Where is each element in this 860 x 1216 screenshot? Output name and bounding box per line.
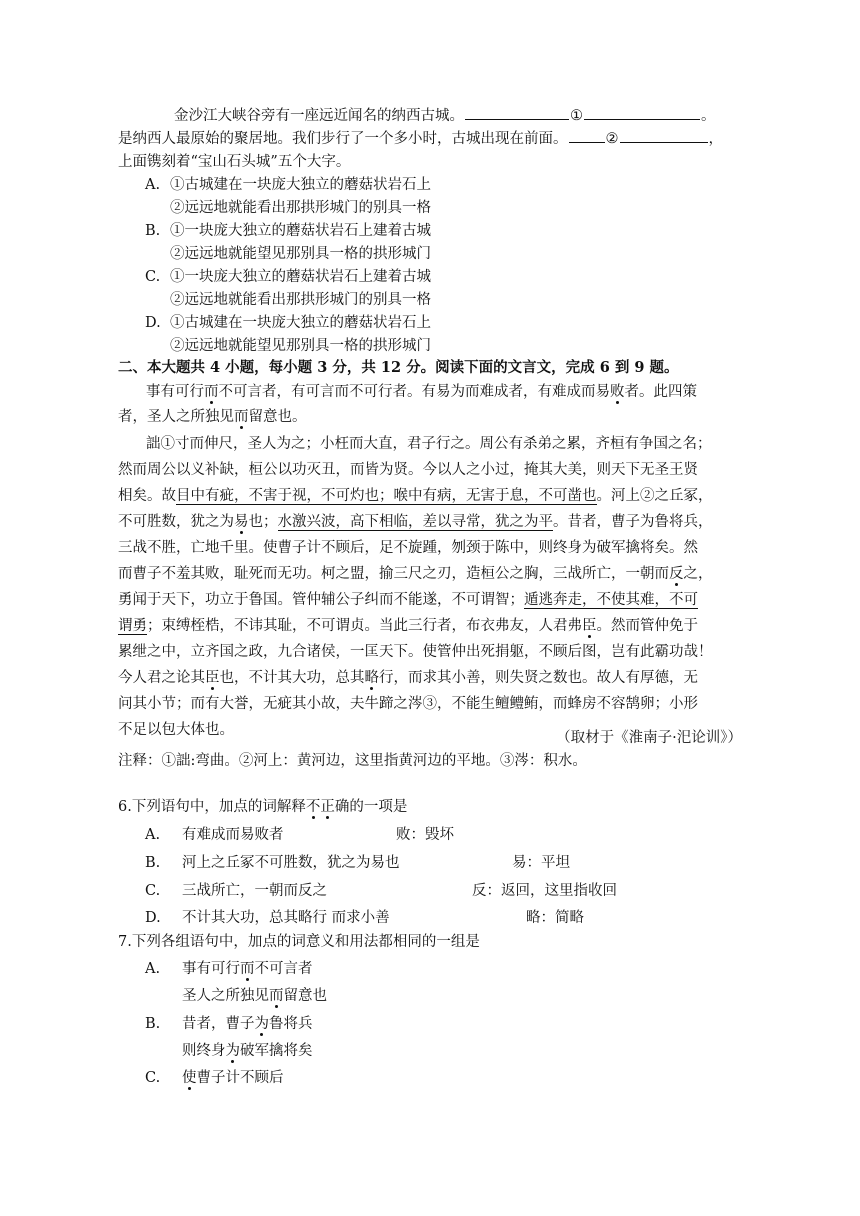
text: 三战不胜，亡地千里。使曹子计不顾后，足不旋踵，刎颈于陈中，则终身为破军擒将矣。然: [118, 540, 698, 556]
option-text: ①一块庞大独立的蘑菇状岩石上建着古城: [170, 223, 431, 239]
text: 之，: [683, 566, 713, 582]
option-text: ①古城建在一块庞大独立的蘑菇状岩石上: [170, 177, 431, 193]
q6-option-a[interactable]: [0, 823, 860, 847]
option-gloss: 略：简略: [526, 910, 584, 926]
text: 也；: [248, 514, 278, 530]
text: 然而周公以义补缺，桓公以功灭丑，而皆为贤。今以人之小过，掩其大美，则天下无圣王贤: [118, 462, 698, 478]
passage-line: [0, 380, 860, 404]
q7-stem: [0, 930, 860, 954]
text: 鲁将兵: [269, 1016, 313, 1032]
dotted-char: 败: [610, 384, 625, 400]
underlined-sentence: 遁逃奔走，不使其难，不可: [524, 592, 698, 608]
text: 勇闻于天下，功立于鲁国。管仲辅公子纠而不能遂，不可谓智；: [118, 592, 524, 608]
section-heading-text: 二、本大题共 4 小题，每小题 3 分，共 12 分。阅读下面的文言文，完成 6 到 9 题。: [118, 359, 679, 376]
q7-option-b-line2: [0, 1039, 860, 1063]
passage-line: [0, 432, 860, 456]
option-label: A.: [145, 177, 161, 193]
option-gloss: 反：返回，这里指收回: [472, 883, 617, 899]
text: 曹子计不顾后: [196, 1070, 284, 1086]
q7-option-c[interactable]: [0, 1066, 860, 1090]
dotted-char: 臣: [582, 618, 597, 634]
option-gloss: 易：平坦: [512, 855, 570, 871]
punct: ，: [708, 131, 723, 147]
q6-option-d[interactable]: [0, 906, 860, 930]
dotted-char: 臣: [205, 670, 220, 686]
q5-stem-text: 是纳西人最原始的聚居地。我们步行了一个多小时，古城出现在前面。: [118, 131, 568, 147]
q5-option-b-line2: [0, 242, 860, 266]
text: 事有可行: [146, 384, 204, 400]
dotted-char: 而: [204, 384, 219, 400]
dotted-char: 而: [269, 988, 284, 1004]
underlined-sentence: 目中有疵，不害于视，不可灼也；喉中有病，无害于息，不可凿也: [176, 488, 597, 504]
dotted-char: 而: [240, 961, 255, 977]
option-text: ②远远地就能看出那拱形城门的别具一格: [170, 200, 431, 216]
option-label: D.: [145, 910, 161, 926]
blank-1a: [465, 105, 569, 120]
text: 确的一项是: [334, 799, 408, 815]
option-label: C.: [145, 883, 161, 899]
dotted-char: 使: [182, 1070, 197, 1086]
option-label: B.: [145, 223, 161, 239]
option-label: B.: [145, 1016, 161, 1032]
passage-line: [0, 484, 860, 508]
dotted-char: 反: [669, 566, 684, 582]
option-label: B.: [145, 855, 161, 871]
q5-stem-line3: [0, 150, 860, 174]
text: 昔者，曹子: [182, 1016, 255, 1032]
text: 不足以包大体也。: [118, 722, 234, 738]
text: 留意也。: [248, 409, 307, 425]
option-text: ①古城建在一块庞大独立的蘑菇状岩石上: [170, 315, 431, 331]
text: 也，不计其大功，总其: [219, 670, 365, 686]
q5-stem-text: 金沙江大峡谷旁有一座远近闻名的纳西古城。: [174, 108, 464, 124]
text: 今人君之论其: [118, 670, 205, 686]
text: 。然而管仲免于: [596, 618, 698, 634]
text: 留意也: [283, 988, 327, 1004]
text: 不可胜数，犹之为: [118, 514, 234, 530]
text: 者，圣人之所独见: [118, 409, 234, 425]
text: 。昔者，曹子为鲁将兵，: [553, 514, 713, 530]
text: 圣人之所独见: [182, 988, 269, 1004]
option-label: D.: [145, 315, 161, 331]
dotted-char: 略: [364, 670, 379, 686]
text: 6.下列语句中，加点的词解释: [118, 799, 306, 815]
text: 7.下列各组语句中，加点的词意义和用法都相同的一组是: [118, 934, 480, 950]
q5-option-c[interactable]: [0, 265, 860, 289]
option-text: ②远远地就能望见那别具一格的拱形城门: [170, 246, 431, 262]
passage-line: [0, 510, 860, 534]
q6-option-b[interactable]: [0, 851, 860, 875]
q6-option-c[interactable]: [0, 879, 860, 903]
notes-line: [0, 749, 860, 773]
passage-line: [0, 640, 860, 664]
text: 者。此四策: [624, 384, 697, 400]
q5-option-a[interactable]: [0, 173, 860, 197]
annotation-notes: 注释：①詘:弯曲。②河上：黄河边，这里指黄河边的平地。③涔：积水。: [118, 753, 587, 769]
underlined-sentence: 谓勇: [118, 618, 147, 634]
q5-stem-line2: [0, 127, 860, 151]
q7-option-a[interactable]: [0, 957, 860, 981]
option-label: A.: [145, 961, 161, 977]
option-text: ②远远地就能看出那拱形城门的别具一格: [170, 292, 431, 308]
dotted-char: 不: [305, 799, 321, 815]
blank-1b: [584, 105, 700, 120]
option-label: A.: [145, 827, 161, 843]
passage-line: [0, 562, 860, 586]
passage-line: [0, 588, 860, 612]
option-label: C.: [145, 269, 161, 285]
passage-line: [0, 458, 860, 482]
passage-line: [0, 405, 860, 429]
passage-line: [0, 666, 860, 690]
text: 累绁之中，立齐国之政，九合诸侯，一匡天下。使管仲出死捐躯，不顾后图，岂有此霸功哉！: [118, 644, 713, 660]
blank-2b: [620, 128, 708, 143]
text: 而曹子不羞其败，耻死而无功。柯之盟，揄三尺之刃，造桓公之胸，三战所亡，一朝而: [118, 566, 669, 582]
q5-option-d[interactable]: [0, 311, 860, 335]
q5-stem-text: 上面镌刻着“宝山石头城”五个大字。: [118, 154, 351, 170]
punct: 。: [701, 108, 716, 124]
source-citation: （取材于《淮南子·汜论训》）: [556, 730, 742, 746]
text: ；束缚桎梏，不讳其耻，不可谓贞。当此三行者，布衣弗友，人君弗: [147, 618, 582, 634]
dotted-char: 为: [254, 1016, 269, 1032]
text: 事有可行: [182, 961, 240, 977]
underlined-sentence: 水激兴波，高下相临，差以寻常，犹之为平: [277, 514, 553, 530]
dotted-char: 正: [320, 799, 335, 815]
option-sentence: 有难成而易败者: [182, 827, 284, 843]
option-gloss: 败：毁坏: [396, 827, 454, 843]
q5-stem-line1: [0, 104, 860, 128]
text: 不可言者: [254, 961, 313, 977]
text: 问其小节；而有大誉，无疵其小故，夫牛蹄之涔③，不能生鳣鳢鲔，而蜂房不容鹄卵；小形: [118, 696, 698, 712]
text: 则终身: [182, 1043, 226, 1059]
text: 破军擒将矣: [240, 1043, 313, 1059]
q5-option-c-line2: [0, 288, 860, 312]
option-sentence: 河上之丘冢不可胜数，犹之为易也: [182, 855, 400, 871]
source-line: [0, 726, 860, 750]
q6-stem: [0, 795, 860, 819]
text: 。河上②之丘冢，: [596, 488, 713, 504]
q7-option-a-line2: [0, 984, 860, 1008]
dotted-char: 易: [234, 514, 249, 530]
section-heading: [0, 356, 860, 380]
text: 詘①寸而伸尺，圣人为之；小枉而大直，君子行之。周公有杀弟之累，齐桓有争国之名；: [146, 436, 712, 452]
text: 行，而求其小善，则失贤之数也。故人有厚德，无: [379, 670, 698, 686]
blank-2a: [569, 128, 605, 143]
q7-option-b[interactable]: [0, 1012, 860, 1036]
option-label: C.: [145, 1070, 161, 1086]
dotted-char: 而: [234, 409, 249, 425]
q5-option-a-line2: [0, 196, 860, 220]
option-sentence: 不计其大功，总其略行 而求小善: [182, 910, 390, 926]
text: 相矣。故: [118, 488, 176, 504]
text: 不可言者，有可言而不可行者。有易为而难成者，有难成而易: [218, 384, 610, 400]
dotted-char: 为: [225, 1043, 240, 1059]
q5-option-b[interactable]: [0, 219, 860, 243]
option-text: ②远远地就能望见那别具一格的拱形城门: [170, 338, 431, 354]
q5-option-d-line2: [0, 334, 860, 358]
blank-marker-1: ①: [570, 108, 583, 124]
option-text: ①一块庞大独立的蘑菇状岩石上建着古城: [170, 269, 431, 285]
blank-marker-2: ②: [605, 131, 619, 147]
passage-line: [0, 692, 860, 716]
passage-line: [0, 536, 860, 560]
passage-line: [0, 614, 860, 638]
option-sentence: 三战所亡，一朝而反之: [182, 883, 327, 899]
